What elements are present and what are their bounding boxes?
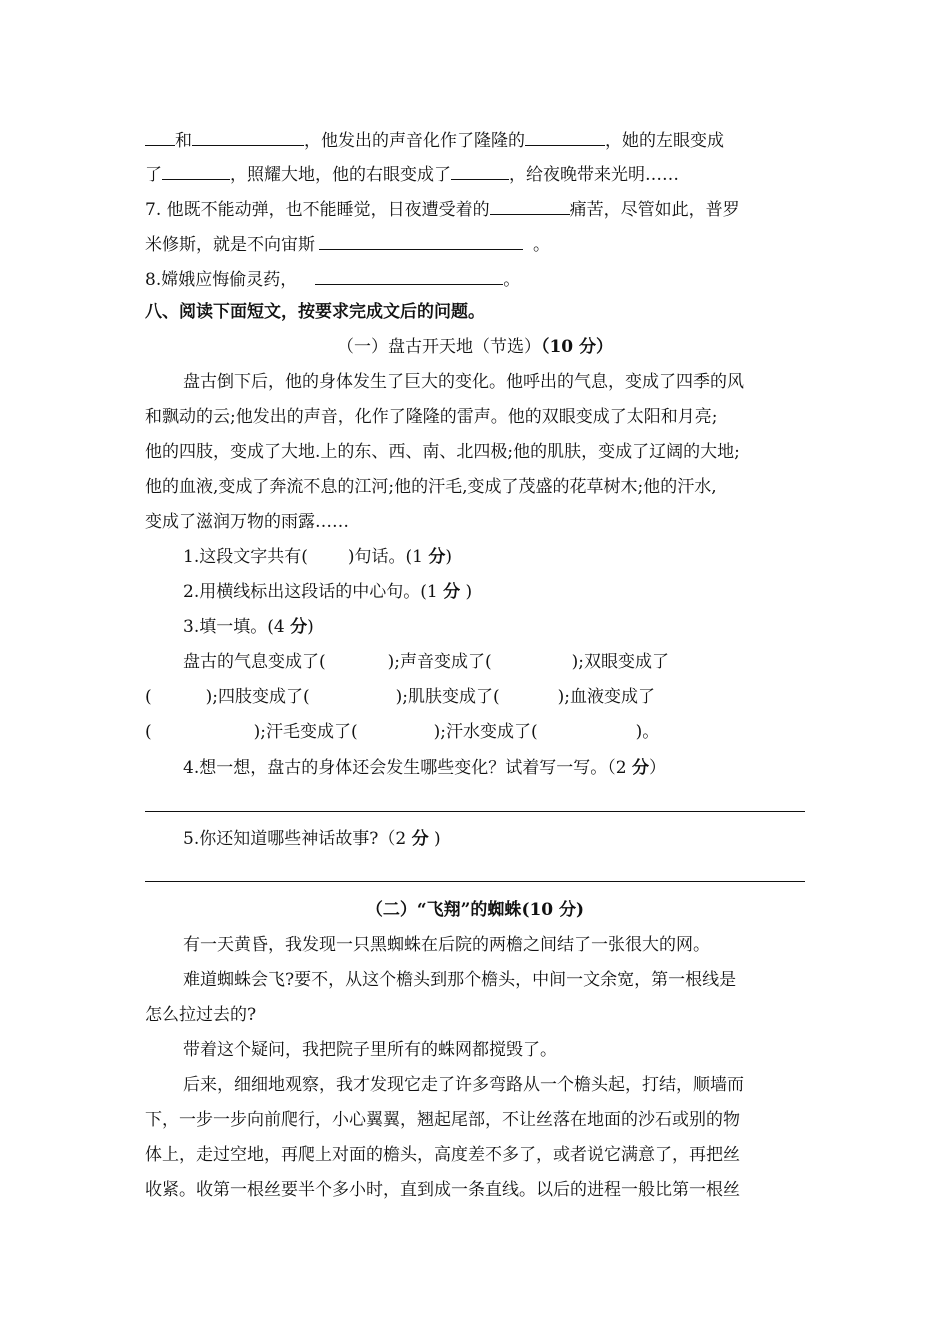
passage-line: 体上，走过空地，再爬上对面的檐头，高度差不多了，或者说它满意了，再把丝 <box>145 1145 740 1165</box>
answer-line[interactable] <box>145 881 805 882</box>
fill-line-2: ( );四肢变成了( );肌肤变成了( );血液变成了 <box>145 687 656 707</box>
answer-blank[interactable] <box>315 266 503 285</box>
fill-line-1: 盘古的气息变成了( );声音变成了( );双眼变成了 <box>183 652 670 672</box>
passage-line: 带着这个疑问，我把院子里所有的蛛网都搅毁了。 <box>183 1040 557 1060</box>
answer-blank[interactable] <box>145 127 175 146</box>
passage-title: （一）盘古开天地（节选）（10 分） <box>336 337 614 357</box>
answer-blank[interactable] <box>319 231 523 250</box>
answer-blank[interactable] <box>162 161 230 180</box>
passage-line: 难道蜘蛛会飞?要不，从这个檐头到那个檐头，中间一文余宽，第一根线是 <box>183 970 737 990</box>
question-3: 3.填一填。(4 分) <box>183 617 314 637</box>
passage-line: 变成了滋润万物的雨露…… <box>145 512 349 532</box>
question-2: 2.用横线标出这段话的中心句。(1 分 ) <box>183 582 473 602</box>
passage-title: （二）“飞翔”的蜘蛛(10 分) <box>365 900 585 920</box>
question-1: 1.这段文字共有( )句话。(1 分) <box>183 547 452 567</box>
q6-line-2: 了 ，照耀大地，他的右眼变成了 ，给夜晚带来光明…… <box>145 161 679 186</box>
passage-line: 他的血液,变成了奔流不息的江河;他的汗毛,变成了茂盛的花草树木;他的汗水, <box>145 477 717 497</box>
question-5: 5.你还知道哪些神话故事?（2 分 ) <box>183 829 441 849</box>
answer-blank[interactable] <box>490 196 570 215</box>
answer-line[interactable] <box>145 811 805 812</box>
passage-line: 有一天黄昏，我发现一只黑蜘蛛在后院的两檐之间结了一张很大的网。 <box>183 935 710 955</box>
q7-line-2: 米修斯，就是不向宙斯 。 <box>145 231 550 256</box>
q8-line: 8.嫦娥应悔偷灵药， 。 <box>145 266 520 291</box>
passage-line: 下，一步一步向前爬行，小心翼翼，翘起尾部，不让丝落在地面的沙石或别的物 <box>145 1110 740 1130</box>
fill-line-3: ( );汗毛变成了( );汗水变成了( )。 <box>145 722 660 742</box>
question-4: 4.想一想，盘古的身体还会发生哪些变化？试着写一写。（2 分） <box>183 758 666 778</box>
q7-line-1: 7. 他既不能动弹，也不能睡觉，日夜遭受着的 痛苦，尽管如此，普罗 <box>145 196 740 221</box>
passage-line: 和飘动的云;他发出的声音，化作了隆隆的雷声。他的双眼变成了太阳和月亮; <box>145 407 718 427</box>
answer-blank[interactable] <box>192 127 304 146</box>
passage-line: 后来，细细地观察，我才发现它走了许多弯路从一个檐头起，打结，顺墙而 <box>183 1075 744 1095</box>
q6-line-1: 和 ，他发出的声音化作了隆隆的 ，她的左眼变成 <box>145 127 724 152</box>
passage-line: 怎么拉过去的? <box>145 1005 257 1025</box>
passage-line: 盘古倒下后，他的身体发生了巨大的变化。他呼出的气息，变成了四季的风 <box>183 372 744 392</box>
answer-blank[interactable] <box>451 161 509 180</box>
section-heading: 八、阅读下面短文，按要求完成文后的问题。 <box>145 302 485 322</box>
answer-blank[interactable] <box>525 127 605 146</box>
passage-line: 收紧。收第一根丝要半个多小时，直到成一条直线。以后的进程一般比第一根丝 <box>145 1180 740 1200</box>
passage-line: 他的四肢，变成了大地.上的东、西、南、北四极;他的肌肤，变成了辽阔的大地; <box>145 442 740 462</box>
